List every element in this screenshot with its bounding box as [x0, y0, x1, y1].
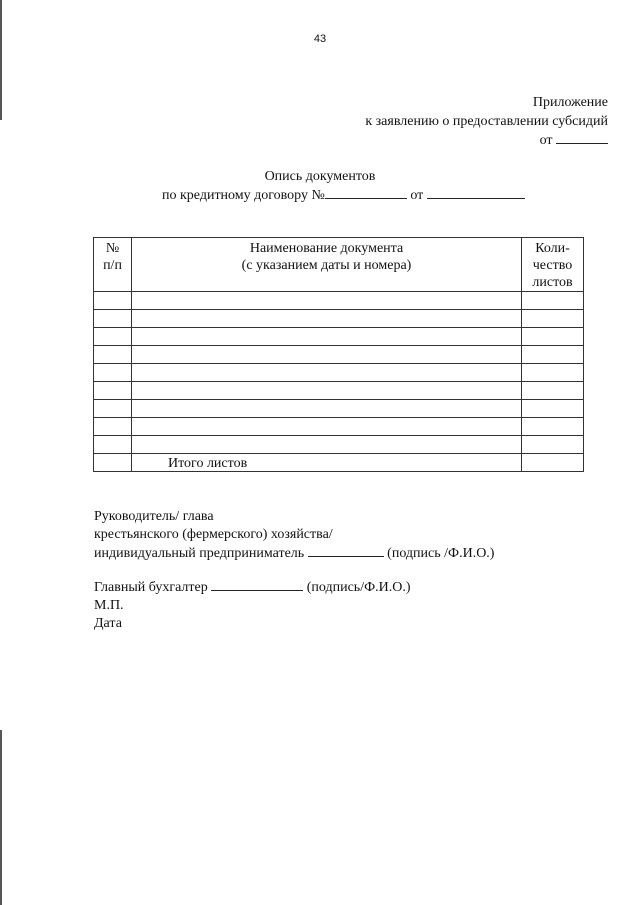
- head-title-line2: крестьянского (фермерского) хозяйства/: [94, 527, 333, 542]
- row-number-cell[interactable]: [94, 400, 132, 418]
- row-document-cell[interactable]: [132, 328, 522, 346]
- table-row: [94, 400, 584, 418]
- inventory-subtitle: [162, 186, 525, 205]
- total-sheets-cell[interactable]: [522, 454, 584, 472]
- table-row: [94, 382, 584, 400]
- head-title-line3: индивидуальный предприниматель: [94, 546, 305, 561]
- table-row: [94, 310, 584, 328]
- table-row: [94, 292, 584, 310]
- accountant-signature-hint: (подпись/Ф.И.О.): [306, 580, 411, 595]
- row-sheets-cell[interactable]: [522, 400, 584, 418]
- stamp-place: М.П.: [94, 598, 124, 613]
- accountant-signature-blank[interactable]: [211, 578, 303, 591]
- row-document-cell[interactable]: [132, 364, 522, 382]
- row-sheets-cell[interactable]: [522, 328, 584, 346]
- appendix-title: Приложение: [532, 95, 608, 110]
- row-number-cell[interactable]: [94, 418, 132, 436]
- contract-date-blank[interactable]: [427, 186, 525, 199]
- row-document-cell[interactable]: [132, 436, 522, 454]
- row-document-cell[interactable]: [132, 346, 522, 364]
- header-document-name: Наименование документа (с указанием даты и номера): [132, 238, 522, 292]
- head-signature-hint: (подпись /Ф.И.О.): [387, 546, 495, 561]
- appendix-date-label: от: [539, 133, 553, 148]
- row-sheets-cell[interactable]: [522, 364, 584, 382]
- table-row: [94, 328, 584, 346]
- table-total-row: [94, 454, 584, 472]
- scan-edge-bottom: [0, 730, 2, 905]
- table-body: [94, 292, 584, 472]
- table-row: [94, 418, 584, 436]
- head-title-line1: Руководитель/ глава: [94, 509, 214, 524]
- contract-number-label: по кредитному договору №: [162, 188, 325, 203]
- header-sheet-count: Коли- чество листов: [522, 238, 584, 292]
- row-sheets-cell[interactable]: [522, 436, 584, 454]
- documents-table: [93, 237, 584, 472]
- row-number-cell[interactable]: [94, 346, 132, 364]
- row-number-cell[interactable]: [94, 328, 132, 346]
- row-sheets-cell[interactable]: [522, 382, 584, 400]
- row-sheets-cell[interactable]: [522, 292, 584, 310]
- row-document-cell[interactable]: [132, 382, 522, 400]
- inventory-title: Опись документов: [264, 169, 376, 184]
- accountant-title: Главный бухгалтер: [94, 580, 208, 595]
- accountant-signature-block: [94, 578, 411, 633]
- row-number-cell[interactable]: [94, 364, 132, 382]
- head-signature-block: [94, 508, 494, 563]
- date-label: Дата: [94, 616, 122, 631]
- row-sheets-cell[interactable]: [522, 418, 584, 436]
- table-header-row: [94, 238, 584, 292]
- row-number-cell[interactable]: [94, 436, 132, 454]
- head-signature-line: [94, 544, 494, 563]
- table-row: [94, 346, 584, 364]
- table-row: [94, 364, 584, 382]
- row-number-cell[interactable]: [94, 310, 132, 328]
- row-document-cell[interactable]: [132, 400, 522, 418]
- row-document-cell[interactable]: [132, 418, 522, 436]
- row-number-cell[interactable]: [94, 292, 132, 310]
- contract-date-label: от: [410, 188, 424, 203]
- row-document-cell[interactable]: [132, 292, 522, 310]
- total-sheets-label: Итого листов: [132, 454, 522, 472]
- row-sheets-cell[interactable]: [522, 346, 584, 364]
- total-number-cell: [94, 454, 132, 472]
- row-number-cell[interactable]: [94, 382, 132, 400]
- contract-number-blank[interactable]: [325, 186, 407, 199]
- appendix-subtitle: к заявлению о предоставлении субсидий: [365, 114, 608, 129]
- scan-edge-top: [0, 0, 2, 120]
- appendix-date-blank[interactable]: [556, 131, 608, 144]
- accountant-signature-line: [94, 578, 411, 597]
- row-document-cell[interactable]: [132, 310, 522, 328]
- row-sheets-cell[interactable]: [522, 310, 584, 328]
- header-number: № п/п: [94, 238, 132, 292]
- page-number: 43: [313, 33, 327, 45]
- head-signature-blank[interactable]: [308, 544, 384, 557]
- appendix-date-line: [365, 131, 608, 150]
- appendix-header: [365, 93, 608, 150]
- table-row: [94, 436, 584, 454]
